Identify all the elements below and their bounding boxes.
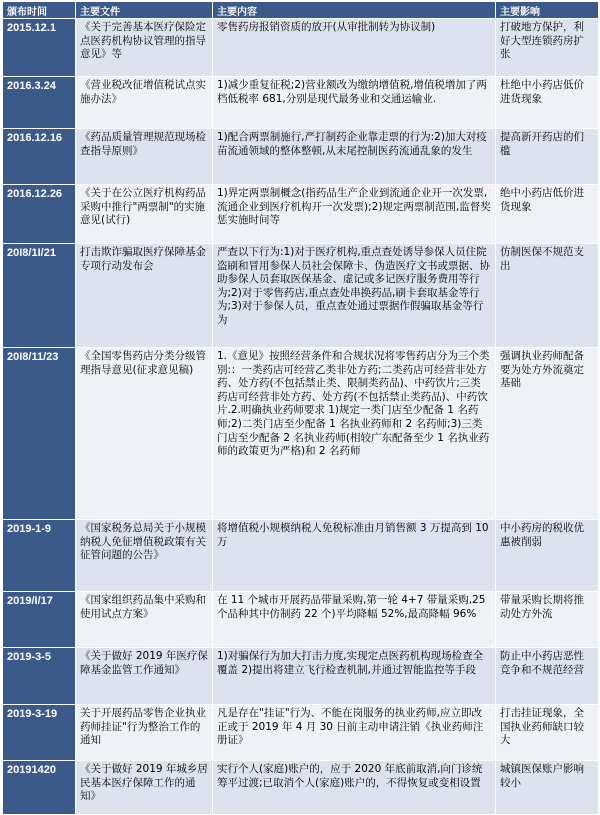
row-content: 1)配合两票制施行,严打制药企业靠走票的行为:2)加大对疫苗流通领域的整体整顿,从末尾控制医药流通乱象的发生 (213, 129, 496, 185)
header-content: 主要内容 (213, 2, 496, 19)
row-date: 20I8/11/23 (3, 348, 76, 520)
row-date: 2019-3-19 (3, 705, 76, 761)
policy-table-container (2, 1, 598, 815)
row-impact: 仿制医保不规范支出 (496, 244, 599, 348)
table-row (3, 19, 599, 77)
table-row (3, 348, 599, 520)
row-document: 《关于在公立医疗机构药品采购中推行"两票制"的实施意见(试行) (76, 185, 213, 244)
row-content: 1)减少重复征税;2)营业额改为缴纳增值税,增值税增加了两档低税率 681,分别是现代最务业和交通运输业. (213, 77, 496, 129)
row-impact: 中小药房的税收优惠被削弱 (496, 520, 599, 592)
row-impact: 防止中小药店恶性竞争和不规范经营 (496, 648, 599, 705)
row-date: 2019-1-9 (3, 520, 76, 592)
row-impact: 打破地方保护，利好大型连锁药房扩张 (496, 19, 599, 77)
row-content: 在 11 个城市开展药品带量采购,第一轮 4+7 带量采购,25 个品种其中仿制药 22 个)平均降幅 52%,最高降幅 96% (213, 592, 496, 648)
table-header-row (3, 2, 599, 19)
row-impact: 带量采购长期将推动处方外流 (496, 592, 599, 648)
header-impact: 主要影响 (496, 2, 599, 19)
row-impact: 打击挂证现象，全国执业药师缺口较大 (496, 705, 599, 761)
row-document: 《药品质量管理规范现场检查指导原则》 (76, 129, 213, 185)
row-document: 《营业税改征增值税试点实施办法》 (76, 77, 213, 129)
row-document: 《关于做好 2019 年医疗保障基金监管工作通知》 (76, 648, 213, 705)
row-impact: 绝中小药店低价进货现象 (496, 185, 599, 244)
row-date: 20I8/1I/21 (3, 244, 76, 348)
row-content: 将增值税小规模纳税人免税标准由月销售额 3 万提高到 10 万 (213, 520, 496, 592)
policy-table (2, 1, 599, 815)
row-document: 《国家组织药品集中采购和使用试点方案》 (76, 592, 213, 648)
table-row (3, 592, 599, 648)
row-date: 2015.12.1 (3, 19, 76, 77)
table-row (3, 705, 599, 761)
row-content: 1)界定两票制概念(指药品生产企业到流通企业开一次发票,流通企业到医疗机构开一次发票);2)规定两票制范围,监督奖惩实施时间等 (213, 185, 496, 244)
row-content: 凡是存在"挂证"行为、不能在岗服务的执业药师,应立即改正或于 2019 年 4 月 30 日前主动申请注销《执业药师注册证》 (213, 705, 496, 761)
table-row (3, 129, 599, 185)
row-document: 《关于完善基本医疗保险定点医药机构协议管理的指导意见》等 (76, 19, 213, 77)
table-row (3, 244, 599, 348)
table-row (3, 520, 599, 592)
table-row (3, 648, 599, 705)
row-date: 20191420 (3, 761, 76, 815)
row-date: 2019/I/17 (3, 592, 76, 648)
row-impact: 强调执业药师配备要为处方外流奠定基础 (496, 348, 599, 520)
row-impact: 提高新开药店的们槛 (496, 129, 599, 185)
row-date: 2016.3.24 (3, 77, 76, 129)
row-impact: 杜绝中小药店低价进货现象 (496, 77, 599, 129)
table-row (3, 185, 599, 244)
row-date: 2016.12.26 (3, 185, 76, 244)
row-document: 打击欺诈骗取医疗保障基金专项行动发布会 (76, 244, 213, 348)
row-document: 《国家税务总局关于小规模纳税人免征增值税政策有关征管问题的公告》 (76, 520, 213, 592)
row-document: 《全国零售药店分类分级管理指导意见(征求意见稿) (76, 348, 213, 520)
row-content: 1)对骗保行为加大打击力度,实现定点医药机构现场检查全覆盖 2)提出将建立飞行检查机制,并通过智能监控等手段 (213, 648, 496, 705)
header-document: 主要文件 (76, 2, 213, 19)
row-impact: 城镇医保账户影响较小 (496, 761, 599, 815)
table-row (3, 77, 599, 129)
row-document: 《关于做好 2019 年城乡居民基本医疗保障工作的通知》 (76, 761, 213, 815)
row-content: 1.《意见》按照经营条件和合规状况将零售药店分为三个类别:：一类药店可经营乙类非处方药;二类药店可经营非处方药、处方药(不包括禁止类、限制类药品)、中药饮片;三类药店可经营非处方药、处方药(不包括禁止类药品)、中药饮片.2.明确执业药师要求 1)规定一类门店至少配备 1 名药师;2)二类门店至少配备 1 名执业药师和 2 名药师;3)三类门店至少配备 2 名执业药师(相较广东配备至少 1 名执业药师的政策更为严格)和 2 名药师 (213, 348, 496, 520)
row-document: 关于开展药品零售企业执业药师挂证"行为整治工作的通知 (76, 705, 213, 761)
table-row (3, 761, 599, 815)
row-date: 2016.12.16 (3, 129, 76, 185)
row-content: 严查以下行为:1)对于医疗机构,重点查处诱导参保人员住院盗刷和冒用参保人员社会保障卡、伪造医疗文书或票据、协助参保人员套取医保基金、虚记或多记医疗服务费用等行为;2)对于零售药店,重点查处串换药品,刷卡套取基金等行为;3)对于参保人员，重点查处通过票据作假骗取基金等行为 (213, 244, 496, 348)
row-content: 零售药房报销资质的放开(从审批制转为协议制) (213, 19, 496, 77)
header-date: 颁布时间 (3, 2, 76, 19)
row-date: 2019-3-5 (3, 648, 76, 705)
row-content: 实行个人(家庭)账户的，应于 2020 年底前取消,向门诊统筹平过渡;已取消个人(家庭)账户的，不得恢复或变相设置 (213, 761, 496, 815)
